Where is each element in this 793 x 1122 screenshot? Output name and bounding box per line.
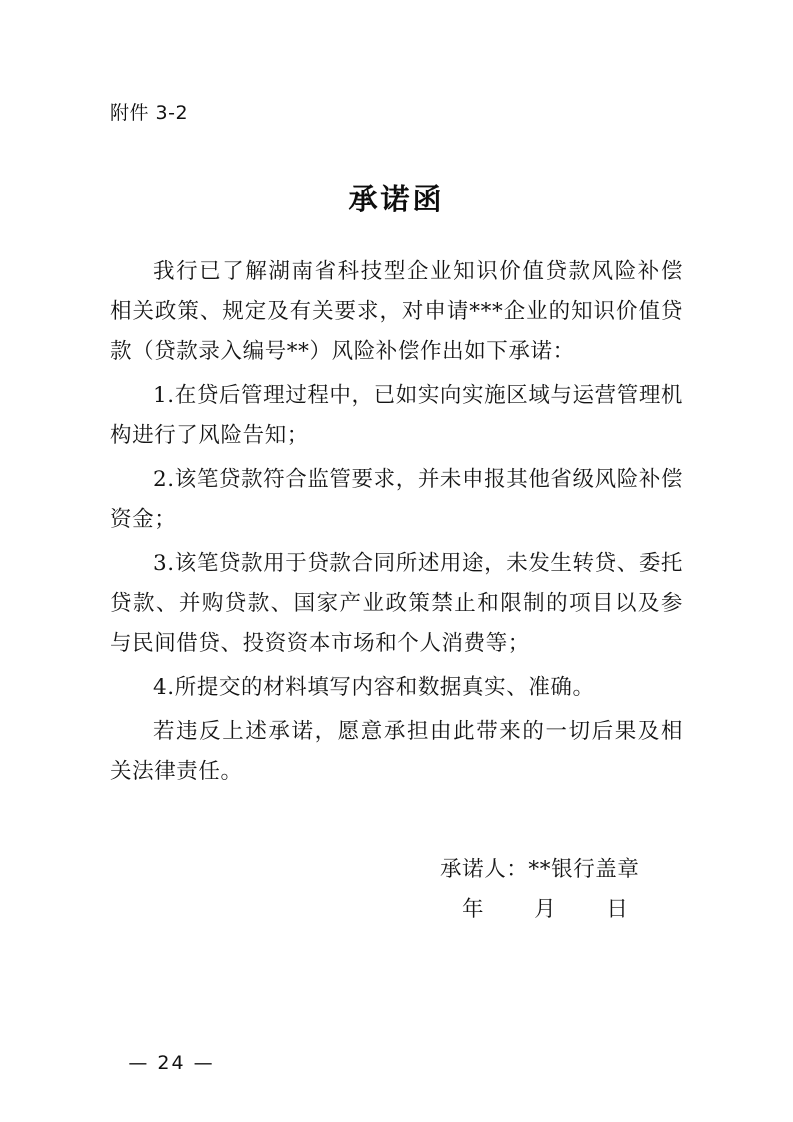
page-number: — 24 — (128, 1052, 215, 1074)
paragraph: 若违反上述承诺，愿意承担由此带来的一切后果及相关法律责任。 (110, 718, 683, 784)
signature-name-line: 承诺人：**银行盖章 (440, 856, 640, 882)
paragraph: 我行已了解湖南省科技型企业知识价值贷款风险补偿相关政策、规定及有关要求，对申请***企业的知识价值贷款（贷款录入编号**）风险补偿作出如下承诺： (110, 258, 683, 364)
signature-block (110, 850, 683, 930)
paragraph: 3.该笔贷款用于贷款合同所述用途，未发生转贷、委托贷款、并购贷款、国家产业政策禁止和限制的项目以及参与民间借贷、投资资本市场和个人消费等； (110, 550, 684, 656)
paragraph: 4.所提交的材料填写内容和数据真实、准确。 (153, 674, 595, 700)
date-year-label: 年 (462, 896, 485, 922)
paragraph: 1.在贷后管理过程中，已如实向实施区域与运营管理机构进行了风险告知； (110, 382, 684, 448)
paragraph: 2.该笔贷款符合监管要求，并未申报其他省级风险补偿资金； (110, 466, 684, 532)
date-month-label: 月 (534, 896, 557, 922)
signature-date-line (440, 890, 683, 930)
page-title: 承诺函 (348, 181, 445, 216)
document-body (110, 252, 683, 792)
date-day-label: 日 (606, 896, 629, 922)
attachment-label: 附件 3-2 (110, 102, 189, 124)
